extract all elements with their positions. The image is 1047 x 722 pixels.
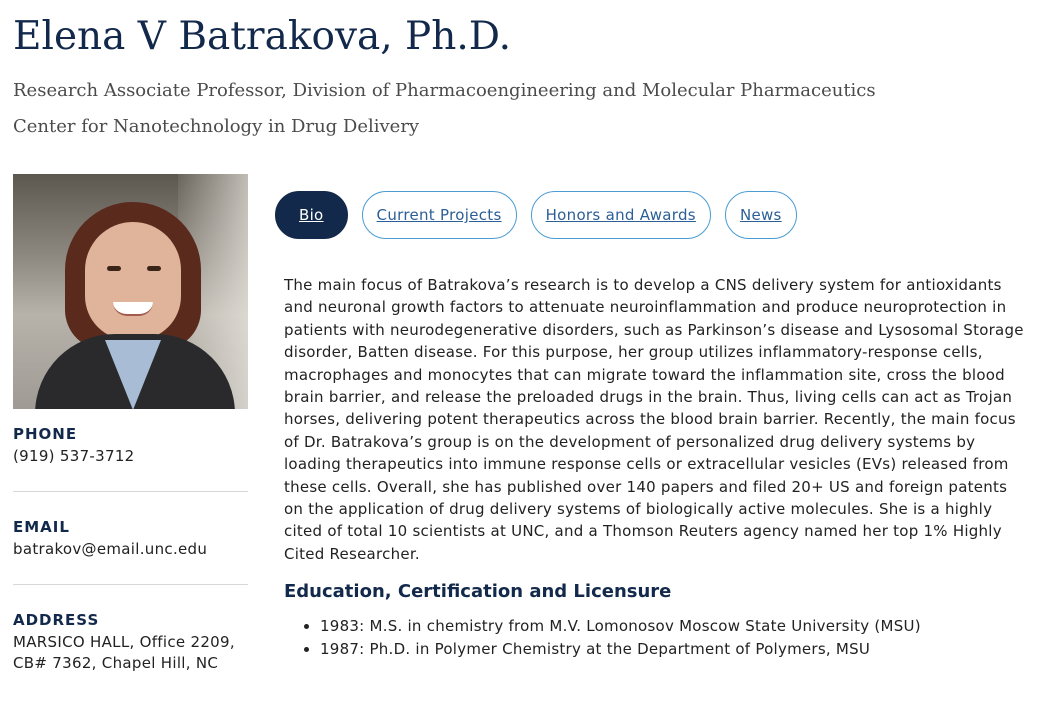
phone-number: (919) 537-3712 — [13, 447, 135, 465]
profile-photo — [13, 174, 248, 409]
tab-current-projects[interactable]: Current Projects — [362, 191, 517, 239]
email-label: EMAIL — [13, 518, 70, 536]
tab-news[interactable]: News — [725, 191, 797, 239]
education-heading: Education, Certification and Licensure — [284, 581, 672, 603]
sidebar — [13, 174, 248, 722]
list-item: • 1987: Ph.D. in Polymer Chemistry at the Department of Polymers, MSU — [320, 638, 1029, 661]
profile-center: Center for Nanotechnology in Drug Delivery — [13, 116, 420, 137]
page-title: Elena V Batrakova, Ph.D. — [13, 14, 512, 59]
contact-info — [13, 423, 248, 698]
phone-label: PHONE — [13, 425, 78, 443]
address-line-1: MARSICO HALL, Office 2209, — [13, 633, 235, 651]
email-block — [13, 516, 248, 585]
tab-honors-and-awards[interactable]: Honors and Awards — [531, 191, 711, 239]
bio-text: The main focus of Batrakova’s research is to develop a CNS delivery system for antioxidants and neuronal growth factors to attenuate neuroinflammation and produce neuroprotection in patients with neurodegenerative disorders, such as Parkinson’s disease and Lysosomal Storage disorder, Batten disease. For this purpose, her group utilizes inflammatory-response cells, macrophages and monocytes that can migrate toward the inflammation site, cross the blood brain barrier, and release the preloaded drugs in the brain. Thus, living cells can act as Trojan horses, delivering potent therapeutics across the blood brain barrier. Recently, the main focus of Dr. Batrakova’s group is on the development of personalized drug delivery systems by loading therapeutics into immune response cells or extracellular vesicles (EVs) released from these cells. Overall, she has published over 140 papers and filed 20+ US and foreign patents on the application of drug delivery systems of biologically active molecules. She is a highly cited of total 10 scientists at UNC, and a Thomson Reuters agency named her top 1% Highly Cited Researcher. — [284, 276, 1024, 563]
list-item: • 1983: M.S. in chemistry from M.V. Lomonosov Moscow State University (MSU) — [320, 615, 1029, 638]
phone-block — [13, 423, 248, 492]
address-block — [13, 609, 248, 698]
profile-title: Research Associate Professor, Division of Pharmacoengineering and Molecular Pharmaceutics — [13, 80, 876, 101]
tab-bio[interactable]: Bio — [275, 191, 348, 239]
education-list — [284, 615, 1029, 661]
address-line-2: CB# 7362, Chapel Hill, NC — [13, 654, 219, 672]
profile-tabs — [275, 191, 797, 239]
bio-content — [284, 274, 1029, 661]
address-label: ADDRESS — [13, 611, 100, 629]
email-link[interactable]: batrakov@email.unc.edu — [13, 540, 208, 558]
